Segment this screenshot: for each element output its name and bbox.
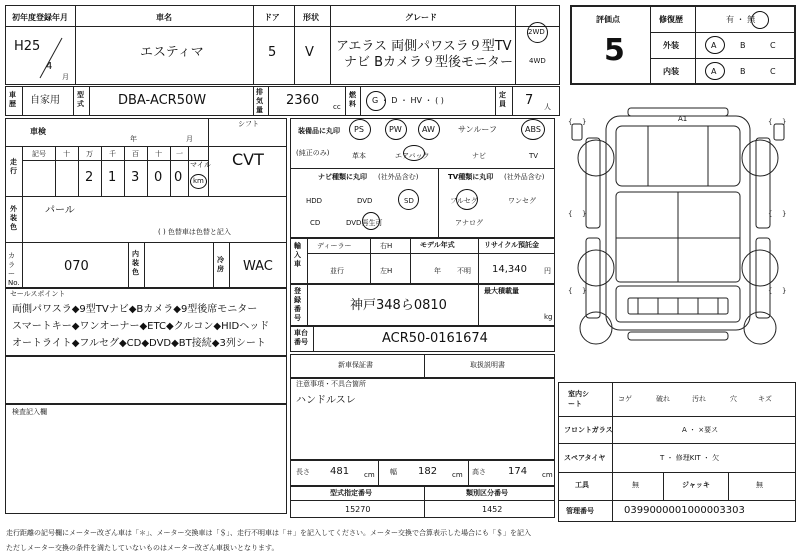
exterior-c: C — [770, 41, 776, 50]
svg-text:{: { — [768, 287, 773, 295]
color-no-label: カラーNo. — [8, 252, 20, 287]
inspector-box — [5, 404, 287, 514]
equip-sunroof: サンルーフ — [458, 125, 497, 134]
recycle-label: リサイクル預託金 — [484, 241, 540, 249]
digit-label-3: 百 — [132, 150, 139, 158]
drive-4wd: 4WD — [529, 57, 546, 65]
tool-value: 無 — [632, 481, 639, 489]
height-unit: cm — [542, 471, 553, 479]
equipment-sublabel: (純正のみ) — [296, 149, 330, 157]
notes-value: ハンドルスレ — [296, 395, 356, 406]
recycle-yen: 円 — [544, 267, 551, 275]
class-label: 類別区分番号 — [466, 489, 508, 497]
doors: 5 — [268, 45, 277, 60]
max-load-label: 最大積載量 — [484, 287, 519, 295]
spare-options: T ・ 修理KIT ・ 欠 — [660, 454, 720, 462]
sales-label: セールスポイント — [10, 290, 66, 298]
glass-label: フロントガラス — [564, 426, 613, 434]
width-value: 182 — [418, 466, 438, 477]
grade-line1: アエラス 両側パワスラ９型TV — [336, 39, 512, 54]
ac-label: 冷房 — [217, 256, 224, 273]
digit-label-1: 万 — [86, 150, 93, 158]
svg-text:}: } — [582, 210, 587, 218]
equip-aw: AW — [422, 125, 435, 134]
car-name: エスティマ — [140, 45, 204, 60]
fuel-label: 燃料 — [349, 91, 356, 108]
chassis-label: 車台番号 — [294, 329, 308, 346]
import-dealer: ディーラー — [317, 242, 352, 250]
digit-2: 1 — [108, 170, 117, 185]
navi-sub: (社外品含む) — [378, 173, 419, 181]
jack-label: ジャッキ — [682, 481, 710, 489]
diagram-a1: A1 — [678, 115, 688, 123]
tv-oneseg: ワンセグ — [508, 197, 536, 205]
kg-unit: kg — [544, 313, 553, 321]
navi-sd: SD — [404, 197, 414, 205]
height-value: 174 — [508, 466, 528, 477]
cc-unit: cc — [333, 103, 341, 111]
capacity-label: 定員 — [499, 91, 506, 108]
class-value: 1452 — [482, 505, 503, 514]
usage-label: 車歴 — [9, 91, 16, 108]
ac-value: WAC — [243, 259, 273, 274]
chassis-value: ACR50-0161674 — [382, 331, 488, 346]
import-right-h: 右H — [380, 242, 393, 250]
registration-value: 神戸348ら0810 — [350, 298, 447, 313]
interior-b: B — [740, 67, 746, 76]
equip-airbag: エアバック — [395, 152, 430, 160]
model-year-label: モデル年式 — [420, 241, 455, 249]
model-year-unit: 年 — [434, 267, 441, 275]
warranty-table — [290, 354, 555, 378]
width-unit: cm — [452, 471, 463, 479]
interior-c: C — [770, 67, 776, 76]
svg-text:{: { — [568, 287, 573, 295]
svg-text:}: } — [782, 118, 787, 126]
shift-label: シフト — [238, 120, 259, 128]
import-left-h: 左H — [380, 267, 393, 275]
door-label: ドア — [264, 13, 280, 22]
shift-value: CVT — [232, 150, 264, 169]
inspection-label: 車検 — [30, 127, 46, 136]
navi-label: ナビ種類に丸印 — [318, 173, 367, 181]
length-label: 長さ — [296, 468, 310, 476]
seat-opt-3: 穴 — [730, 395, 737, 403]
seat-opt-4: キズ — [758, 395, 772, 403]
drive-2wd: 2WD — [528, 28, 545, 36]
interior-color-label: 内装色 — [132, 250, 139, 276]
exterior-label: 外装 — [663, 41, 679, 50]
sales-line1: 両側パワスラ◆9型TVナビ◆Bカメラ◆9型後席モニター — [12, 304, 258, 315]
svg-text:}: } — [782, 210, 787, 218]
footer-line1: 走行距離の記号欄にメーター改ざん車は「＊」、メーター交換車は「＄」、走行不明車は「＃」を記入してください。メーター交換で合算表示した場合にも「＄」を記入 — [6, 529, 531, 537]
jack-value: 無 — [756, 481, 763, 489]
fuel-options: G ・ D ・ HV ・ ( ) — [372, 96, 444, 105]
height-label: 高さ — [472, 468, 486, 476]
model: DBA-ACR50W — [118, 93, 207, 108]
mileage-label: 走行 — [10, 158, 17, 175]
equip-pw: PW — [389, 125, 402, 134]
tv-label: TV種類に丸印 — [448, 173, 494, 181]
digit-4: 0 — [154, 170, 163, 185]
reg-month: 4 — [46, 61, 53, 72]
digit-label-4: 十 — [155, 150, 162, 158]
mgmt-label: 管理番号 — [566, 507, 594, 515]
equip-leather: 革本 — [352, 152, 366, 160]
type-designation-value: 15270 — [345, 505, 371, 514]
seat-label: 室内シート — [568, 390, 589, 408]
navi-cd: CD — [310, 219, 321, 227]
capacity: 7 — [525, 93, 534, 108]
rating-label: 評価点 — [596, 15, 620, 24]
new-warranty: 新車保証書 — [338, 361, 373, 369]
repair-options: 有 ・ 無 — [726, 15, 756, 24]
grade-line2: ナビ Bカメラ９型後モニター — [344, 55, 514, 70]
inspection-month-unit: 月 — [186, 135, 193, 143]
length-unit: cm — [364, 471, 375, 479]
color-note: ( ) 色替車は色替と記入 — [158, 228, 231, 236]
footer-line2: ただしメーター交換の条件を満たしていないものはメーター改ざん車扱いとなります。 — [6, 544, 279, 552]
repair-none-circle — [751, 11, 769, 29]
equip-navi: ナビ — [472, 152, 486, 160]
seat-opt-1: 破れ — [656, 395, 670, 403]
tv-analog: アナログ — [455, 219, 483, 227]
displacement-label: 排気量 — [256, 88, 263, 114]
recycle-value: 14,340 — [492, 264, 527, 275]
shape: V — [305, 45, 314, 60]
length-value: 481 — [330, 466, 350, 477]
color-value: パール — [45, 205, 75, 216]
registration-label: 登録番号 — [294, 287, 301, 322]
svg-text:}: } — [582, 287, 587, 295]
notes-label: 注意事項・不具合箇所 — [296, 380, 366, 388]
navi-dvd-play: DVD再生可 — [346, 219, 383, 227]
svg-text:{: { — [568, 118, 573, 126]
equipment-label: 装備品に丸印 — [298, 127, 340, 135]
navi-dvd: DVD — [357, 197, 373, 205]
equip-ps: PS — [354, 125, 364, 134]
interior-label: 内装 — [663, 67, 679, 76]
seat-opt-2: 汚れ — [692, 395, 706, 403]
capacity-unit: 人 — [544, 103, 551, 111]
shape-label: 形状 — [303, 13, 319, 22]
svg-text:{: { — [768, 210, 773, 218]
digit-1: 2 — [85, 170, 94, 185]
mile-label: マイル — [190, 161, 211, 169]
model-year-unknown: 不明 — [457, 267, 471, 275]
grade-label: グレード — [405, 13, 437, 22]
reg-month-unit: 月 — [62, 73, 69, 81]
usage: 自家用 — [30, 95, 60, 106]
model-label: 型式 — [77, 91, 84, 108]
equip-abs: ABS — [525, 125, 541, 134]
rating-value: 5 — [604, 33, 625, 68]
displacement: 2360 — [286, 93, 320, 108]
digit-label-5: 一 — [176, 150, 183, 158]
repair-history-label: 修復歴 — [659, 15, 683, 24]
color-no: 070 — [64, 259, 89, 274]
first-reg-label: 初年度登録年月 — [12, 13, 68, 22]
notes-box — [290, 378, 555, 460]
digit-label-2: 千 — [109, 150, 116, 158]
inspector-label: 検査記入欄 — [12, 408, 47, 416]
tool-label: 工具 — [575, 481, 589, 489]
reg-year: H25 — [14, 39, 41, 54]
spare-label: スペアタイヤ — [564, 454, 606, 462]
type-designation-label: 型式指定番号 — [330, 489, 372, 497]
import-parallel: 並行 — [330, 267, 344, 275]
car-name-label: 車名 — [156, 13, 172, 22]
svg-text:{: { — [768, 118, 773, 126]
exterior-b: B — [740, 41, 746, 50]
digit-5: 0 — [174, 170, 183, 185]
inspection-year-unit: 年 — [130, 135, 137, 143]
svg-text:{: { — [568, 210, 573, 218]
sales-blank — [5, 356, 287, 404]
sales-line2: スマートキー◆ワンオーナー◆ETC◆クルコン◆HIDヘッド — [12, 321, 270, 332]
interior-a: A — [711, 67, 717, 76]
record-label: 記号 — [32, 150, 46, 158]
digit-label-0: 十 — [63, 150, 70, 158]
mgmt-value: 0399000001000003303 — [624, 505, 745, 516]
import-label: 輸入車 — [294, 242, 301, 268]
km-label: km — [193, 177, 204, 185]
sales-line3: オートライト◆フルセグ◆CD◆DVD◆BT接続◆3列シート — [12, 338, 266, 349]
equip-tv: TV — [529, 152, 539, 160]
width-label: 幅 — [390, 468, 397, 476]
seat-opt-0: コゲ — [618, 395, 632, 403]
manual: 取扱説明書 — [470, 361, 505, 369]
color-label: 外装色 — [10, 205, 17, 231]
car-diagram — [558, 88, 798, 380]
tv-sub: (社外品含む) — [504, 173, 545, 181]
tv-fullseg: フルセグ — [450, 197, 478, 205]
glass-options: A ・ ×要ス — [682, 426, 719, 434]
navi-hdd: HDD — [306, 197, 323, 205]
exterior-a: A — [711, 41, 717, 50]
svg-text:}: } — [782, 287, 787, 295]
svg-text:}: } — [582, 118, 587, 126]
digit-3: 3 — [131, 170, 140, 185]
